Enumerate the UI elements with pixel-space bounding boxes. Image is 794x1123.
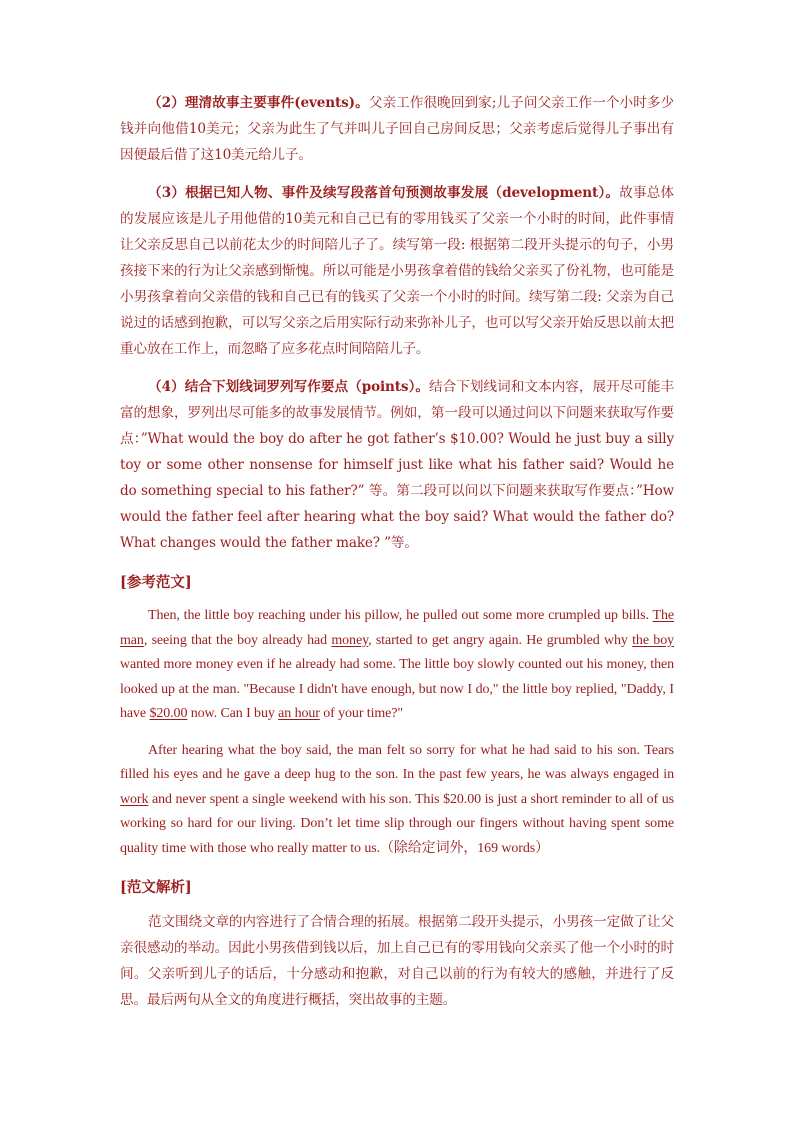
essay1-underline-amount: $20.00: [149, 706, 188, 721]
essay1-text-3: , started to get angry again. He grumbled why: [368, 632, 633, 648]
essay1-text-1: Then, the little boy reaching under his pillow, he pulled out some more crumpled up bills.: [148, 608, 653, 623]
paragraph-events-body: 父亲工作很晚回到家;儿子问父亲工作一个小时多少钱并向他借10美元；父亲为此生了气并叫儿子回自己房间反思；父亲考虑后觉得儿子事出有因便最后借了这10美元给儿子。: [120, 95, 674, 163]
essay1-underline-the-boy: the boy: [632, 632, 674, 648]
section-title-analysis: [范文解析]: [120, 879, 192, 896]
essay1-text-2: , seeing that the boy already had: [143, 632, 332, 648]
essay1-text-4: wanted more money even if he already had some. The little boy slowly counted out his money, then looked up at the man. "Because I didn't have enough, but now I do," the little boy replied, "Daddy, I have: [120, 657, 674, 721]
heading-points: （4）结合下划线词罗列写作要点（points）。: [148, 379, 430, 395]
essay1-text-5: now. Can I buy: [187, 706, 279, 721]
essay2-underline-work: work: [120, 791, 149, 807]
essay2-text-2: and never spent a single weekend with his son. This $20.00 is just a short reminder to all of us working so hard for our living. Don’t let time slip through our fingers without having spent some quality time with those who really matter to us.（除给定词外，169 words）: [120, 791, 674, 856]
paragraph-development: [120, 180, 674, 362]
paragraph-points: [120, 374, 674, 556]
essay1-text-6: of your time?": [319, 706, 403, 721]
analysis-paragraph: 范文围绕文章的内容进行了合情合理的拓展。根据第二段开头提示，小男孩一定做了让父亲很感动的举动。因此小男孩借到钱以后，加上自己已有的零用钱向父亲买了他一个小时的时间。父亲听到儿子的话后，十分感动和抱歉，对自己以前的行为有较大的感触，并进行了反思。最后两句从全文的角度进行概括，突出故事的主题。: [120, 914, 674, 1008]
essay1-underline-money: money: [331, 632, 369, 648]
essay2-text-1: After hearing what the boy said, the man felt so sorry for what he had said to his son. Tears filled his eyes and he gave a deep hug to the son. In the past few years, he was always engaged in: [120, 742, 674, 782]
heading-development: （3）根据已知人物、事件及续写段落首句预测故事发展（development）。: [148, 185, 620, 201]
section-title-sample-essay: [参考范文]: [120, 574, 192, 591]
essay1-underline-an-hour: an hour: [278, 706, 320, 721]
document-content: [120, 90, 674, 1013]
paragraph-points-body-b: 第二段可以问以下问题来获取写作要点：”How would the father feel after hearing what the boy said? What would the father do? What changes would the father make? ”等。: [120, 483, 675, 551]
essay1-underline-the-man: The man: [120, 608, 674, 648]
heading-events: （2）理清故事主要事件(events)。: [148, 95, 369, 111]
paragraph-development-body: 故事总体的发展应该是儿子用他借的10美元和自己已有的零用钱买了父亲一个小时的时间，此件事情让父亲反思自己以前花太少的时间陪儿子了。续写第一段: 根据第二段开头提示的句子，小男孩接下来的行为让父亲感到惭愧。所以可能是小男孩拿着借的钱给父亲买了份礼物，也可能是小男孩拿着向父亲借的钱和自己已有的钱买了父亲一个小时的时间。续写第二段: 父亲为自己说过的话感到抱歉，可以写父亲之后用实际行动来弥补儿子，也可以写父亲开始反思以前太把重心放在工作上，而忽略了应多花点时间陪陪儿子。: [120, 185, 674, 357]
essay-paragraph-1: [120, 604, 674, 727]
paragraph-events: [120, 90, 674, 168]
paragraph-points-body-a: 结合下划线词和文本内容，展开尽可能丰富的想象，罗列出尽可能多的故事发展情节。例如，第一段可以通过问以下问题来获取写作要点：”What would the boy do after he got father’s $10.00? Would he just buy a silly toy or some other nonsense for himself just like what his father said? Would he do something special to his father?” 等。: [120, 379, 674, 499]
essay-paragraph-2: [120, 739, 674, 862]
